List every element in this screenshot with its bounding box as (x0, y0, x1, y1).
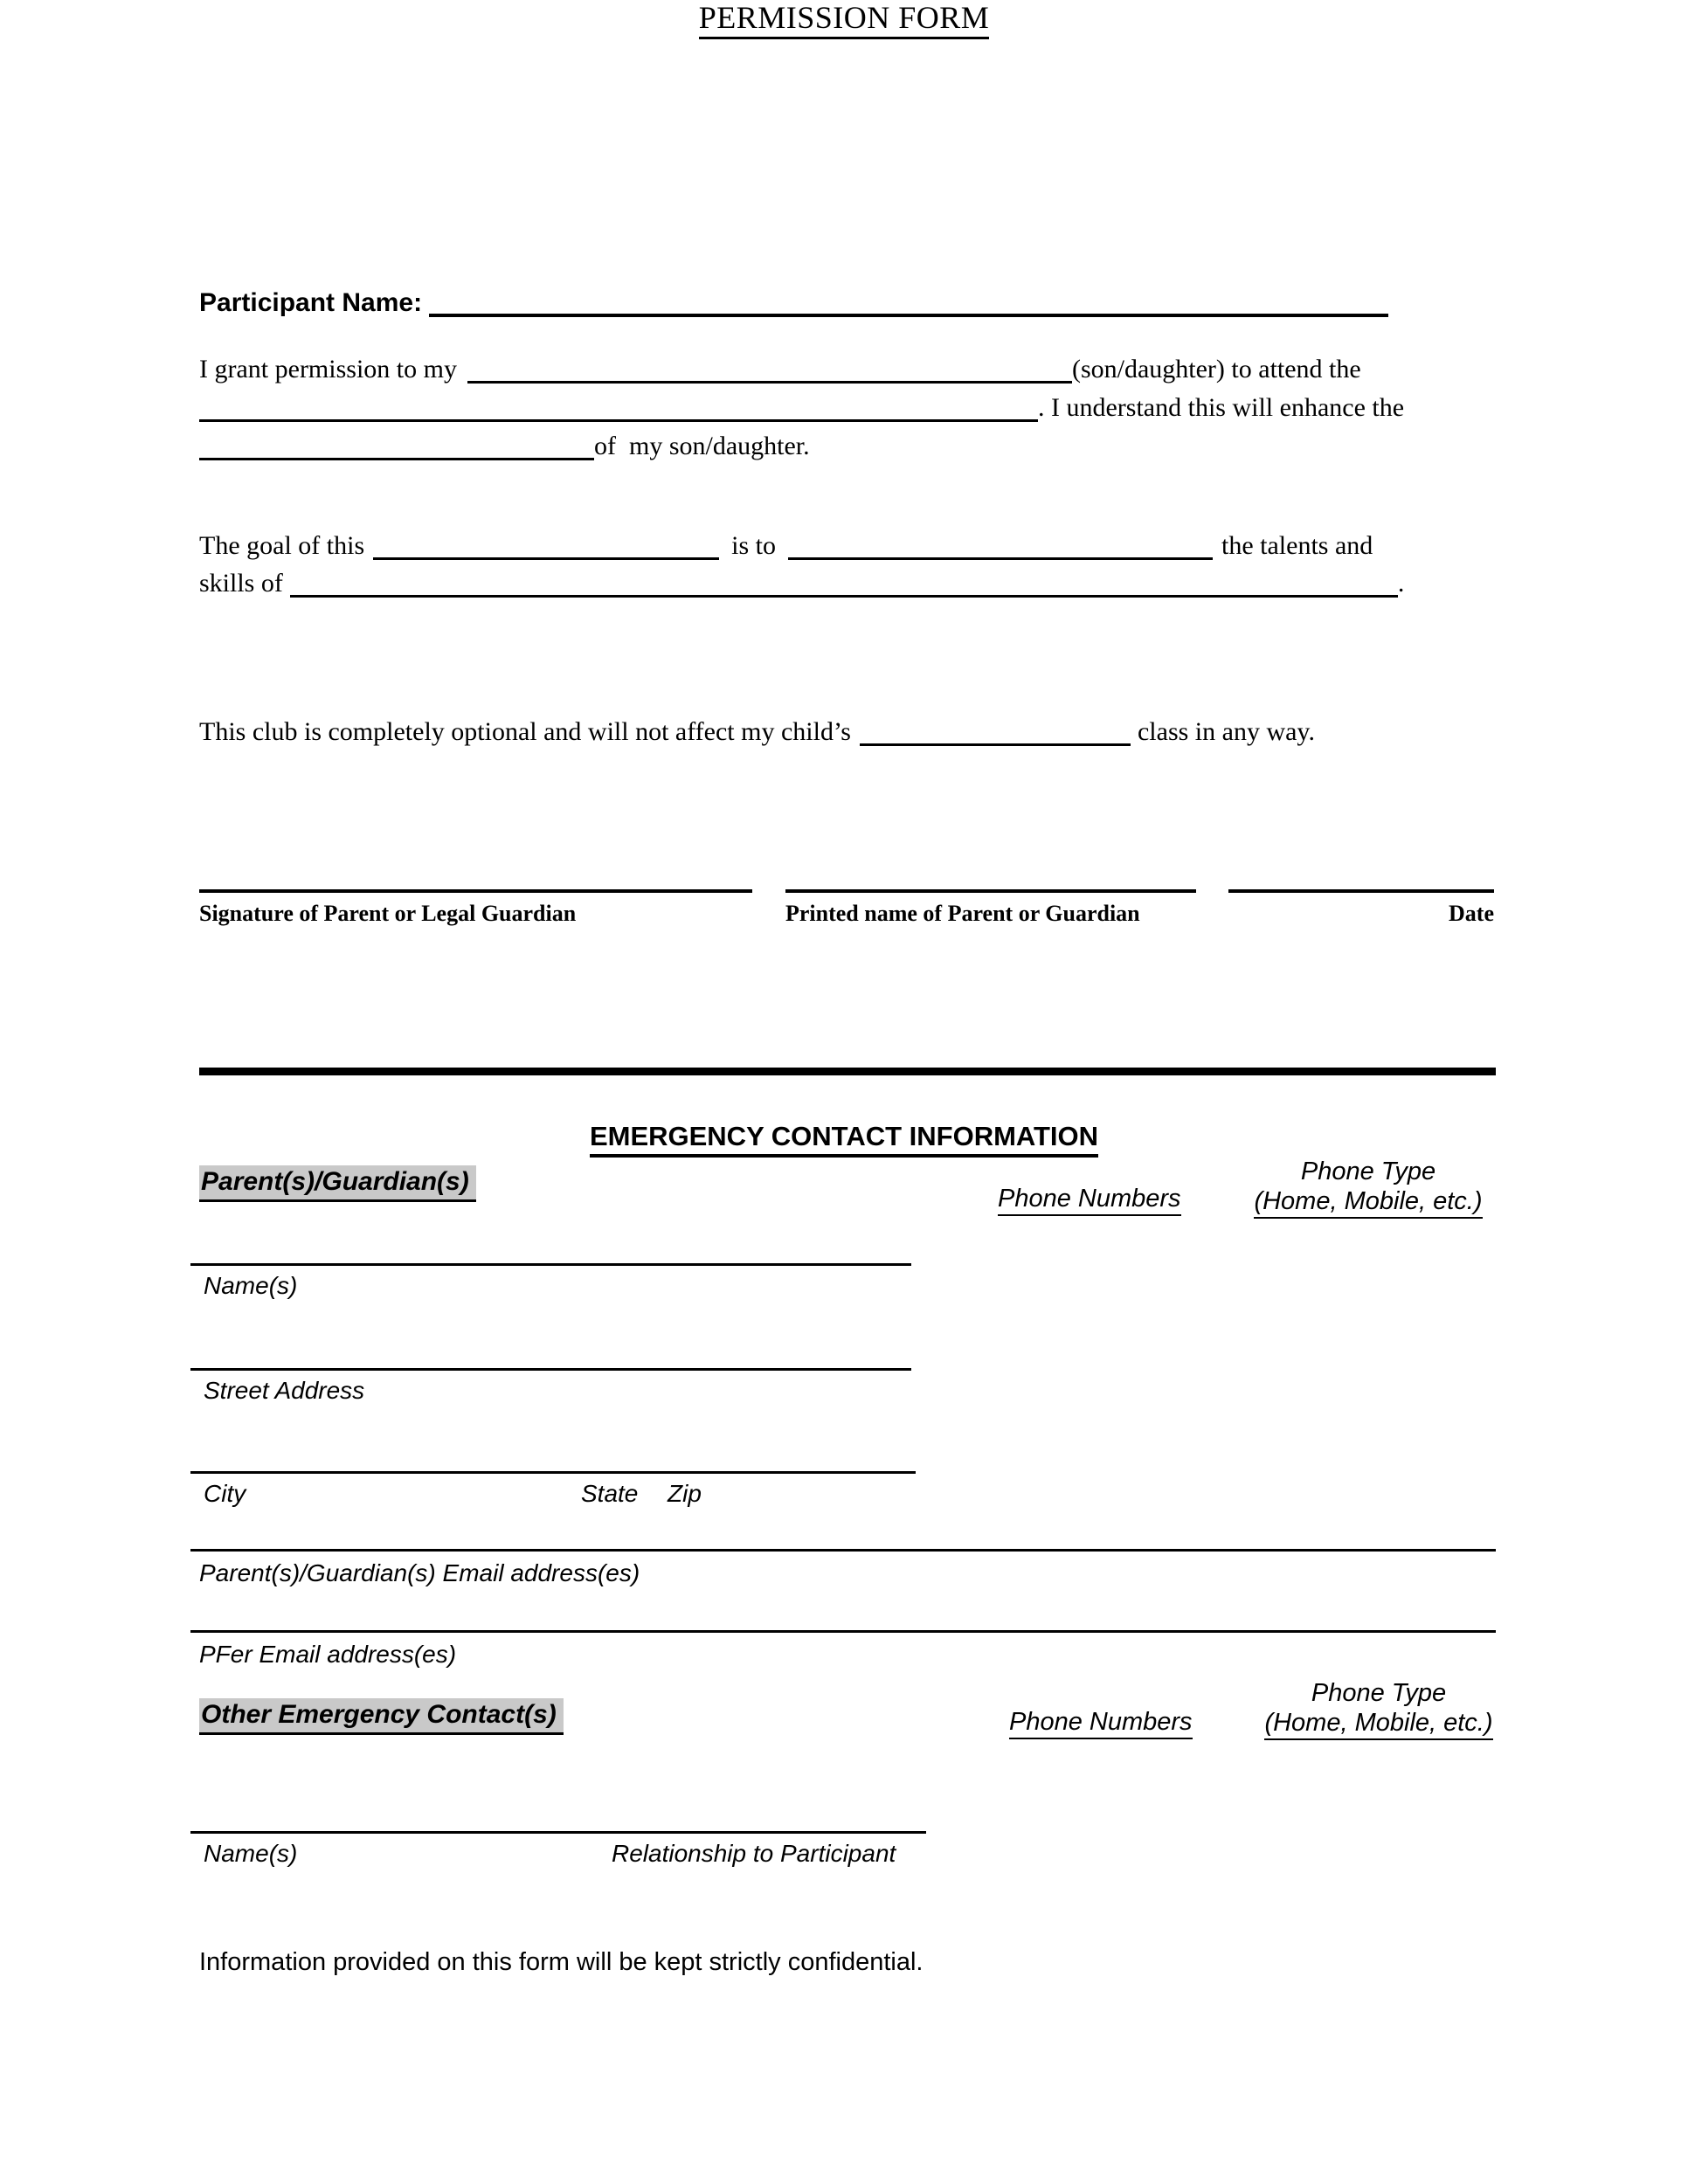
section-divider (199, 1068, 1496, 1075)
club-class-blank[interactable] (860, 742, 1131, 746)
confidentiality-note: Information provided on this form will be kept strictly confidential. (199, 1948, 924, 1976)
participant-name-label: Participant Name: (199, 288, 423, 317)
parents-guardians-header (199, 1165, 476, 1202)
other-phone-type-line2: (Home, Mobile, etc.) (1264, 1709, 1492, 1740)
club-suffix: class in any way. (1137, 717, 1315, 746)
city-label: City (204, 1480, 246, 1507)
grant-line1-text: I grant permission to my (199, 355, 457, 384)
other-names-line[interactable] (190, 1831, 926, 1834)
participant-name-row (199, 288, 1388, 319)
city-state-zip-line[interactable] (190, 1471, 916, 1474)
emergency-heading: EMERGENCY CONTACT INFORMATION (590, 1121, 1098, 1158)
parents-email-line[interactable] (190, 1549, 1496, 1552)
state-label: State (581, 1480, 639, 1507)
street-address-line[interactable] (190, 1368, 911, 1371)
parents-phone-numbers-header: Phone Numbers (998, 1185, 1181, 1213)
grant-paragraph-line2 (199, 393, 1404, 424)
goal-paragraph-line2 (199, 569, 1404, 599)
parents-phone-type-header (1241, 1157, 1496, 1216)
pfer-email-line[interactable] (190, 1630, 1496, 1633)
date-label: Date (1449, 901, 1494, 926)
other-names-label: Name(s) (204, 1840, 298, 1867)
grant-aspect-blank[interactable] (199, 456, 594, 460)
goal-line2-text: skills of (199, 569, 283, 598)
parents-email-label: Parent(s)/Guardian(s) Email address(es) (199, 1559, 640, 1586)
other-phone-type-header (1251, 1678, 1506, 1738)
street-address-label: Street Address (204, 1377, 365, 1404)
printed-name-line[interactable] (785, 889, 1196, 893)
goal-line2-suffix: . (1397, 569, 1405, 598)
goal-skills-blank[interactable] (290, 593, 1398, 598)
grant-line2-suffix: . I understand this will enhance the (1038, 393, 1405, 422)
signature-label: Signature of Parent or Legal Guardian (199, 901, 577, 926)
goal-line1-text: The goal of this (199, 531, 365, 560)
other-phone-type-line1: Phone Type (1311, 1679, 1447, 1707)
parents-phone-type-line1: Phone Type (1300, 1158, 1436, 1185)
grant-line3-suffix: of my son/daughter. (594, 432, 810, 460)
pfer-email-label: PFer Email address(es) (199, 1641, 457, 1668)
goal-paragraph-line1 (199, 531, 1373, 562)
emergency-heading-row (0, 1121, 1688, 1152)
grant-paragraph-line3 (199, 432, 810, 462)
goal-club-blank[interactable] (373, 556, 719, 560)
other-contacts-header (199, 1698, 564, 1735)
grant-activity-blank[interactable] (199, 418, 1038, 422)
page-title: PERMISSION FORM (699, 0, 990, 39)
date-line[interactable] (1228, 889, 1494, 893)
parents-phone-type-line2: (Home, Mobile, etc.) (1254, 1187, 1482, 1219)
grant-line1-suffix: (son/daughter) to attend the (1071, 355, 1361, 384)
printed-name-label: Printed name of Parent or Guardian (785, 901, 1140, 926)
other-phone-numbers-header: Phone Numbers (1009, 1708, 1193, 1737)
goal-line1-mid: is to (731, 531, 776, 560)
grant-child-name-blank[interactable] (467, 379, 1072, 384)
goal-action-blank[interactable] (788, 556, 1213, 560)
signature-line[interactable] (199, 889, 752, 893)
participant-name-blank[interactable] (429, 312, 1388, 317)
goal-line1-suffix: the talents and (1221, 531, 1373, 560)
parents-guardians-label: Parent(s)/Guardian(s) (199, 1165, 476, 1202)
club-text: This club is completely optional and will not affect my child’s (199, 717, 851, 746)
parents-names-line[interactable] (190, 1263, 911, 1266)
title-row (0, 0, 1688, 36)
parents-names-label: Name(s) (204, 1272, 298, 1299)
other-contacts-label: Other Emergency Contact(s) (199, 1698, 564, 1735)
zip-label: Zip (668, 1480, 702, 1507)
relationship-label: Relationship to Participant (612, 1840, 896, 1867)
grant-paragraph-line1 (199, 355, 1361, 385)
club-paragraph (199, 717, 1315, 748)
